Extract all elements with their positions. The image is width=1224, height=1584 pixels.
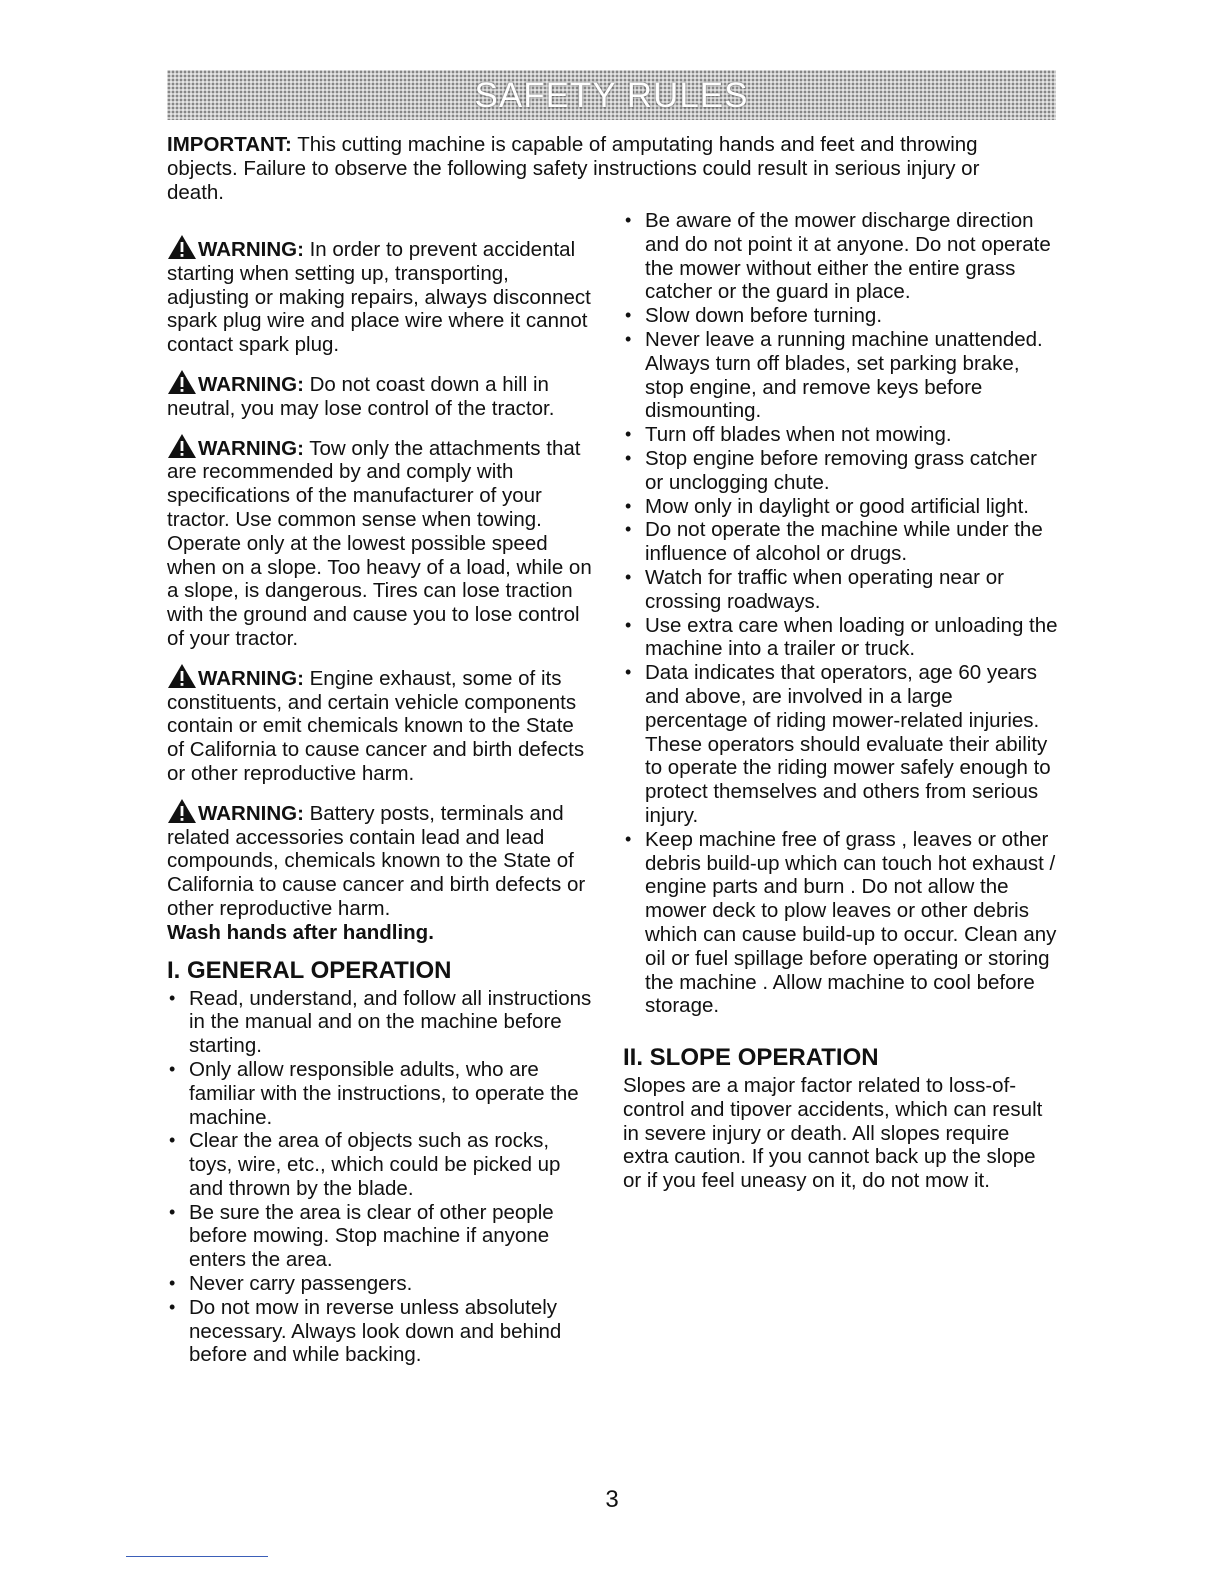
list-item: • Do not mow in reverse unless absolutely necessary. Always look down and behind before and while backing.: [167, 1296, 592, 1367]
warning-5: [167, 798, 592, 945]
page-title: SAFETY RULES: [474, 76, 749, 115]
list-item: • Never leave a running machine unattended. Always turn off blades, set parking brake, stop engine, and remove keys before dismounting.: [623, 328, 1058, 423]
right-column: [623, 209, 1058, 1193]
general-operation-list-left: [167, 987, 592, 1368]
warning-text: Battery posts, terminals and related accessories contain lead and lead compounds, chemicals known to the State of California to cause cancer and birth defects or other reproductive harm.: [167, 801, 586, 920]
list-item: • Use extra care when loading or unloading the machine into a trailer or truck.: [623, 614, 1058, 662]
warning-label: WARNING:: [198, 372, 304, 396]
list-item: • Slow down before turning.: [623, 304, 1058, 328]
list-item: • Read, understand, and follow all instructions in the manual and on the machine before starting.: [167, 987, 592, 1058]
list-item: • Do not operate the machine while under the influence of alcohol or drugs.: [623, 518, 1058, 566]
corner-divider: [126, 1556, 268, 1557]
list-item: • Never carry passengers.: [167, 1272, 592, 1296]
warning-triangle-icon: [167, 369, 197, 395]
warning-3: [167, 433, 592, 651]
list-item: • Mow only in daylight or good artificial light.: [623, 495, 1058, 519]
important-notice: [167, 133, 1042, 205]
slope-operation-heading: II. SLOPE OPERATION: [623, 1044, 879, 1072]
left-column: [167, 234, 592, 1367]
general-operation-heading: I. GENERAL OPERATION: [167, 956, 452, 984]
warning-label: WARNING:: [198, 666, 304, 690]
general-operation-list-right: [623, 209, 1058, 1018]
warning-label: WARNING:: [198, 436, 304, 460]
title-banner: [167, 70, 1056, 120]
list-item: • Watch for traffic when operating near or crossing roadways.: [623, 566, 1058, 614]
warning-4: [167, 663, 592, 786]
important-label: IMPORTANT:: [167, 133, 292, 156]
wash-hands-notice: Wash hands after handling.: [167, 920, 434, 944]
warning-triangle-icon: [167, 433, 197, 459]
warning-text: Engine exhaust, some of its constituents, and certain vehicle components contain or emit chemicals known to the State of California to cause cancer and birth defects or other reproductive harm.: [167, 666, 585, 785]
warning-label: WARNING:: [198, 801, 304, 825]
page-number: 3: [605, 1486, 619, 1513]
list-item: • Turn off blades when not mowing.: [623, 423, 1058, 447]
list-item: • Be sure the area is clear of other people before mowing. Stop machine if anyone enters the area.: [167, 1201, 592, 1272]
list-item: • Keep machine free of grass , leaves or other debris build-up which can touch hot exhaust / engine parts and burn . Do not allow the mower deck to plow leaves or other debris which can cause build-up to occur. Clean any oil or fuel spillage before operating or storing the machine . Allow machine to cool before storage.: [623, 828, 1058, 1018]
warning-2: [167, 369, 592, 421]
list-item: • Stop engine before removing grass catcher or unclogging chute.: [623, 447, 1058, 495]
warning-label: WARNING:: [198, 238, 304, 261]
list-item: • Data indicates that operators, age 60 years and above, are involved in a large percentage of riding mower-related injuries. These operators should evaluate their ability to operate the riding mower safely enough to protect themselves and others from serious injury.: [623, 661, 1058, 828]
warning-1: [167, 234, 592, 357]
slope-operation-text: Slopes are a major factor related to loss-of-control and tipover accidents, which can result in severe injury or death. All slopes require extra caution. If you cannot back up the slope or if you feel uneasy on it, do not mow it.: [623, 1074, 1043, 1193]
list-item: • Clear the area of objects such as rocks, toys, wire, etc., which could be picked up and thrown by the blade.: [167, 1129, 592, 1200]
warning-text: Tow only the attachments that are recommended by and comply with specifications of the manufacturer of your tractor. Use common sense when towing. Operate only at the lowest possible speed when on a slope. Too heavy of a load, while on a slope, is dangerous. Tires can lose traction with the ground and cause you to lose control of your tractor.: [167, 436, 592, 650]
list-item: • Only allow responsible adults, who are familiar with the instructions, to operate the machine.: [167, 1058, 592, 1129]
warning-triangle-icon: [167, 798, 197, 824]
list-item: • Be aware of the mower discharge direction and do not point it at anyone. Do not operate the mower without either the entire grass catcher or the guard in place.: [623, 209, 1058, 304]
warning-text: Do not coast down a hill in neutral, you may lose control of the tractor.: [167, 372, 555, 420]
warning-text: In order to prevent accidental starting when setting up, transporting, adjusting or making repairs, always disconnect spark plug wire and place wire where it cannot contact spark plug.: [167, 238, 591, 357]
warning-triangle-icon: [167, 663, 197, 689]
warning-triangle-icon: [167, 234, 197, 260]
important-text: This cutting machine is capable of amputating hands and feet and throwing objects. Failure to observe the following safety instructions could result in serious injury or death.: [167, 133, 980, 204]
